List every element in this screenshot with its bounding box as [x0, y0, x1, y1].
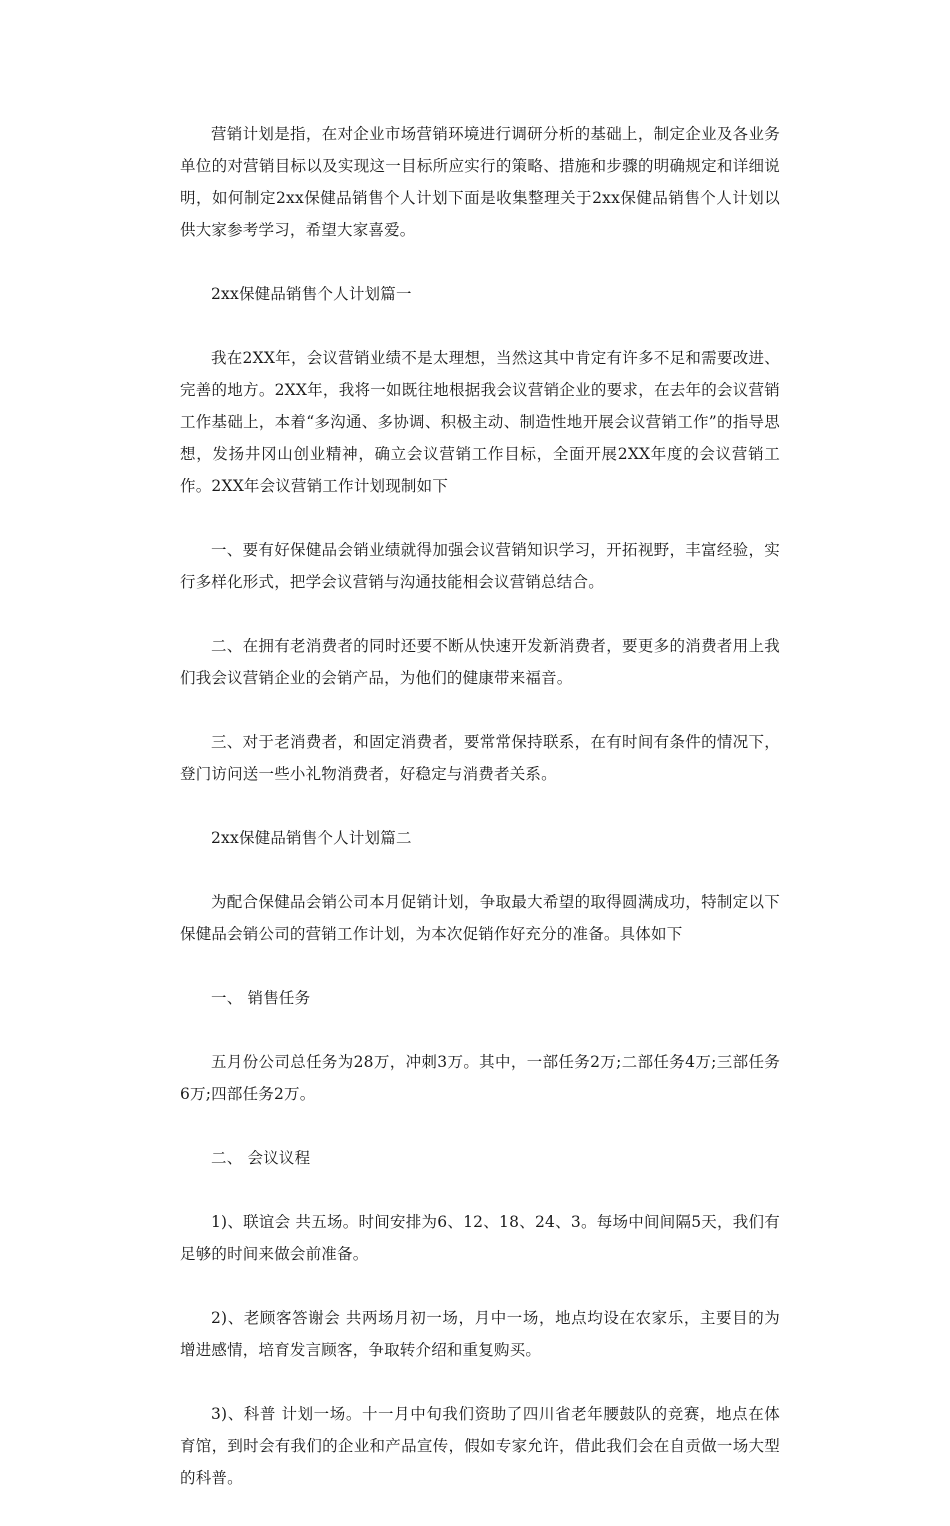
document-page [180, 118, 780, 1526]
section2-subheading-meeting-agenda: 二、 会议议程 [211, 1149, 311, 1167]
section1-title: 2xx保健品销售个人计划篇一 [211, 285, 412, 303]
section1-paragraph-3: 二、在拥有老消费者的同时还要不断从快速开发新消费者，要更多的消费者用上我们我会议营销企业的会销产品，为他们的健康带来福音。 [180, 637, 780, 687]
section1-paragraph-2: 一、要有好保健品会销业绩就得加强会议营销知识学习，开拓视野，丰富经验，实行多样化形式，把学会议营销与沟通技能相会议营销总结合。 [180, 541, 780, 591]
section2-paragraph-5: 3)、科普 计划一场。十一月中旬我们资助了四川省老年腰鼓队的竞赛，地点在体育馆，到时会有我们的企业和产品宣传，假如专家允许，借此我们会在自贡做一场大型的科普。 [180, 1405, 780, 1487]
section2-title: 2xx保健品销售个人计划篇二 [211, 829, 412, 847]
section1-paragraph-4: 三、对于老消费者，和固定消费者，要常常保持联系，在有时间有条件的情况下，登门访问送一些小礼物消费者，好稳定与消费者关系。 [180, 733, 780, 783]
section2-subheading-sales-task: 一、 销售任务 [211, 989, 311, 1007]
section2-paragraph-2: 五月份公司总任务为28万，冲刺3万。其中，一部任务2万;二部任务4万;三部任务6万;四部任务2万。 [180, 1053, 780, 1103]
intro-paragraph: 营销计划是指，在对企业市场营销环境进行调研分析的基础上，制定企业及各业务单位的对营销目标以及实现这一目标所应实行的策略、措施和步骤的明确规定和详细说明，如何制定2xx保健品销售个人计划下面是收集整理关于2xx保健品销售个人计划以供大家参考学习，希望大家喜爱。 [180, 125, 780, 239]
section1-paragraph-1: 我在2XX年，会议营销业绩不是太理想，当然这其中肯定有许多不足和需要改进、完善的地方。2XX年，我将一如既往地根据我会议营销企业的要求，在去年的会议营销工作基础上，本着“多沟通、多协调、积极主动、制造性地开展会议营销工作”的指导思想，发扬井冈山创业精神，确立会议营销工作目标，全面开展2XX年度的会议营销工作。2XX年会议营销工作计划现制如下 [180, 349, 780, 495]
section2-paragraph-1: 为配合保健品会销公司本月促销计划，争取最大希望的取得圆满成功，特制定以下保健品会销公司的营销工作计划，为本次促销作好充分的准备。具体如下 [180, 893, 780, 943]
section2-paragraph-3: 1)、联谊会 共五场。时间安排为6、12、18、24、3。每场中间间隔5天，我们有足够的时间来做会前准备。 [180, 1213, 780, 1263]
section2-paragraph-4: 2)、老顾客答谢会 共两场月初一场，月中一场，地点均设在农家乐，主要目的为增进感情，培育发言顾客，争取转介绍和重复购买。 [180, 1309, 780, 1359]
